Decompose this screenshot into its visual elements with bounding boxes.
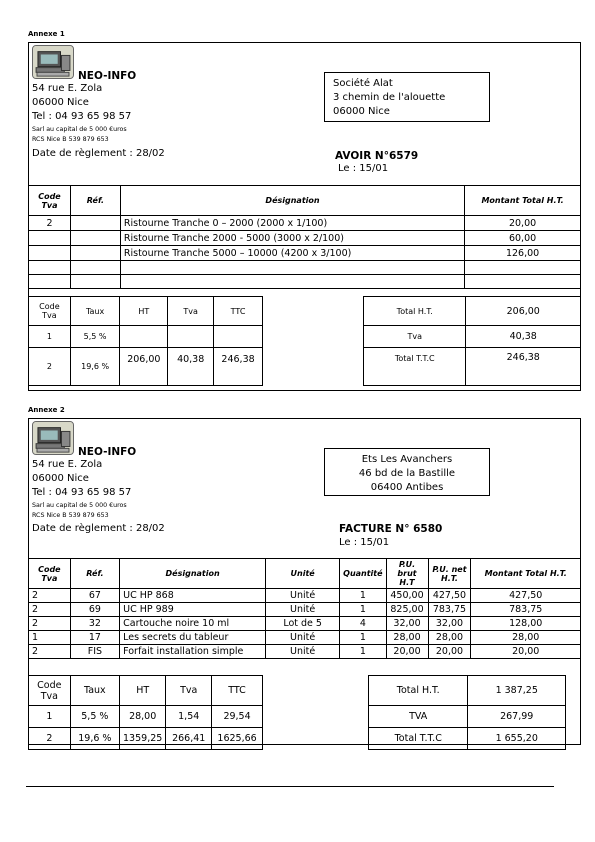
header-ref: Réf. [70,186,120,216]
vat-header-tva: Tva [168,297,214,326]
total-tva-value: 267,99 [468,706,566,728]
vat-header-ht: HT [120,297,168,326]
client-name: Ets Les Avanchers [361,454,453,465]
header-designation: Désignation [120,559,266,589]
cell-unite: Unité [266,631,340,645]
cell-unite: Lot de 5 [266,617,340,631]
vat-ttc: 1625,66 [212,728,263,750]
table-row [29,589,581,603]
total-ttc-value: 246,38 [466,348,581,386]
vat-rate: 5,5 % [70,706,119,728]
cell-code: 2 [29,603,71,617]
client-city: 06000 Nice [333,106,390,117]
cell-ref: FIS [70,645,119,659]
header-designation: Désignation [120,186,464,216]
vat-rate: 5,5 % [70,326,120,348]
cell-pu-net: 783,75 [428,603,471,617]
cell-code: 1 [29,631,71,645]
vat-row [29,706,263,728]
annex-1-label: Annexe 1 [28,30,65,38]
vat-row [29,728,263,750]
header-code-tva: Code Tva [29,559,71,589]
table-row-empty [29,261,581,275]
total-ttc-label: Total T.T.C [369,728,468,750]
vat-ht [120,326,168,348]
payment-date: Date de règlement : 28/02 [32,523,165,534]
vat-row [29,326,263,348]
vat-breakdown-table [28,675,263,750]
vat-breakdown-table [28,296,263,386]
cell-code: 2 [29,617,71,631]
cell-designation: UC HP 868 [120,589,266,603]
vat-rate: 19,6 % [70,348,120,386]
vat-ttc: 29,54 [212,706,263,728]
cell-designation: Forfait installation simple [120,645,266,659]
footer-divider [26,786,554,787]
client-address-box [324,72,490,122]
cell-pu-net: 20,00 [428,645,471,659]
cell-pu-brut: 28,00 [386,631,428,645]
vat-code: 1 [29,706,71,728]
vat-header-taux: Taux [70,676,119,706]
cell-code [29,246,71,261]
total-tva-label: TVA [369,706,468,728]
header-code-tva: Code Tva [29,186,71,216]
cell-designation: Cartouche noire 10 ml [120,617,266,631]
table-row [29,231,581,246]
client-street: 46 bd de la Bastille [358,468,456,479]
vat-row [29,348,263,386]
vat-code: 1 [29,326,71,348]
cell-montant: 427,50 [471,589,581,603]
vat-ttc [214,326,263,348]
total-ht-label: Total H.T. [369,676,468,706]
vat-header-taux: Taux [70,297,120,326]
cell-ref: 32 [70,617,119,631]
cell-unite: Unité [266,589,340,603]
totals-table [363,296,581,386]
cell-code: 2 [29,645,71,659]
company-phone: Tel : 04 93 65 98 57 [32,487,132,498]
total-ht-value: 206,00 [466,297,581,326]
total-ttc-label: Total T.T.C [364,348,466,386]
cell-montant: 20,00 [465,216,581,231]
table-row [29,617,581,631]
vat-tva [168,326,214,348]
company-street: 54 rue E. Zola [32,459,103,470]
invoice-lines-table [28,558,581,659]
cell-quantite: 1 [340,603,386,617]
cell-ref [70,246,120,261]
total-ht-value: 1 387,25 [468,676,566,706]
vat-header-code: Code Tva [29,297,71,326]
credit-note-lines-table [28,185,581,289]
total-ttc-value: 1 655,20 [468,728,566,750]
header-pu-brut: P.U. brut H.T [386,559,428,589]
cell-quantite: 1 [340,631,386,645]
total-tva-value: 40,38 [466,326,581,348]
cell-ref: 17 [70,631,119,645]
cell-montant: 60,00 [465,231,581,246]
cell-montant: 128,00 [471,617,581,631]
header-ref: Réf. [70,559,119,589]
cell-designation: UC HP 989 [120,603,266,617]
header-montant: Montant Total H.T. [471,559,581,589]
vat-ttc: 246,38 [214,348,263,386]
table-row [29,246,581,261]
client-name: Société Alat [333,78,393,89]
header-pu-net: P.U. net H.T. [428,559,471,589]
computer-logo-icon [32,421,74,455]
document-date: Le : 15/01 [339,537,390,548]
cell-code [29,231,71,246]
company-city: 06000 Nice [32,473,89,484]
cell-pu-brut: 32,00 [386,617,428,631]
vat-tva: 40,38 [168,348,214,386]
company-street: 54 rue E. Zola [32,83,103,94]
cell-pu-brut: 20,00 [386,645,428,659]
header-quantite: Quantité [340,559,386,589]
cell-unite: Unité [266,645,340,659]
total-tva-label: Tva [364,326,466,348]
cell-code: 2 [29,589,71,603]
cell-pu-net: 32,00 [428,617,471,631]
totals-table [368,675,566,750]
company-rcs: RCS Nice B 539 879 653 [32,512,109,519]
table-row [29,216,581,231]
vat-tva: 1,54 [166,706,212,728]
header-unite: Unité [266,559,340,589]
cell-pu-net: 28,00 [428,631,471,645]
vat-code: 2 [29,728,71,750]
company-capital: Sarl au capital de 5 000 €uros [32,126,127,133]
header-montant: Montant Total H.T. [465,186,581,216]
vat-code: 2 [29,348,71,386]
payment-date: Date de règlement : 28/02 [32,148,165,159]
vat-rate: 19,6 % [70,728,119,750]
cell-designation: Ristourne Tranche 0 – 2000 (2000 x 1/100) [120,216,464,231]
vat-ht: 28,00 [120,706,166,728]
client-street: 3 chemin de l'alouette [333,92,446,103]
company-phone: Tel : 04 93 65 98 57 [32,111,132,122]
cell-ref: 67 [70,589,119,603]
vat-ht: 206,00 [120,348,168,386]
cell-quantite: 1 [340,589,386,603]
company-name: NEO-INFO [78,70,137,82]
cell-unite: Unité [266,603,340,617]
vat-header-ttc: TTC [214,297,263,326]
company-capital: Sarl au capital de 5 000 €uros [32,502,127,509]
cell-designation: Ristourne Tranche 5000 – 10000 (4200 x 3/100) [120,246,464,261]
total-ht-label: Total H.T. [364,297,466,326]
vat-header-tva: Tva [166,676,212,706]
cell-pu-brut: 450,00 [386,589,428,603]
cell-designation: Ristourne Tranche 2000 - 5000 (3000 x 2/100) [120,231,464,246]
vat-ht: 1359,25 [120,728,166,750]
cell-quantite: 4 [340,617,386,631]
company-rcs: RCS Nice B 539 879 653 [32,136,109,143]
cell-pu-net: 427,50 [428,589,471,603]
table-row-empty [29,275,581,289]
company-name: NEO-INFO [78,446,137,458]
vat-header-ttc: TTC [212,676,263,706]
table-row [29,603,581,617]
table-row [29,631,581,645]
cell-code: 2 [29,216,71,231]
annex-2-label: Annexe 2 [28,406,65,414]
cell-pu-brut: 825,00 [386,603,428,617]
cell-montant: 20,00 [471,645,581,659]
table-row [29,645,581,659]
computer-logo-icon [32,45,74,79]
cell-montant: 783,75 [471,603,581,617]
document-date: Le : 15/01 [338,163,389,174]
cell-montant: 126,00 [465,246,581,261]
client-city: 06400 Antibes [370,482,444,493]
cell-quantite: 1 [340,645,386,659]
client-address-box [324,448,490,496]
cell-ref [70,231,120,246]
document-title: FACTURE N° 6580 [339,523,443,535]
cell-designation: Les secrets du tableur [120,631,266,645]
vat-header-code: Code Tva [29,676,71,706]
cell-ref: 69 [70,603,119,617]
cell-ref [70,216,120,231]
document-title: AVOIR N°6579 [335,150,419,162]
cell-montant: 28,00 [471,631,581,645]
vat-header-ht: HT [120,676,166,706]
company-city: 06000 Nice [32,97,89,108]
vat-tva: 266,41 [166,728,212,750]
